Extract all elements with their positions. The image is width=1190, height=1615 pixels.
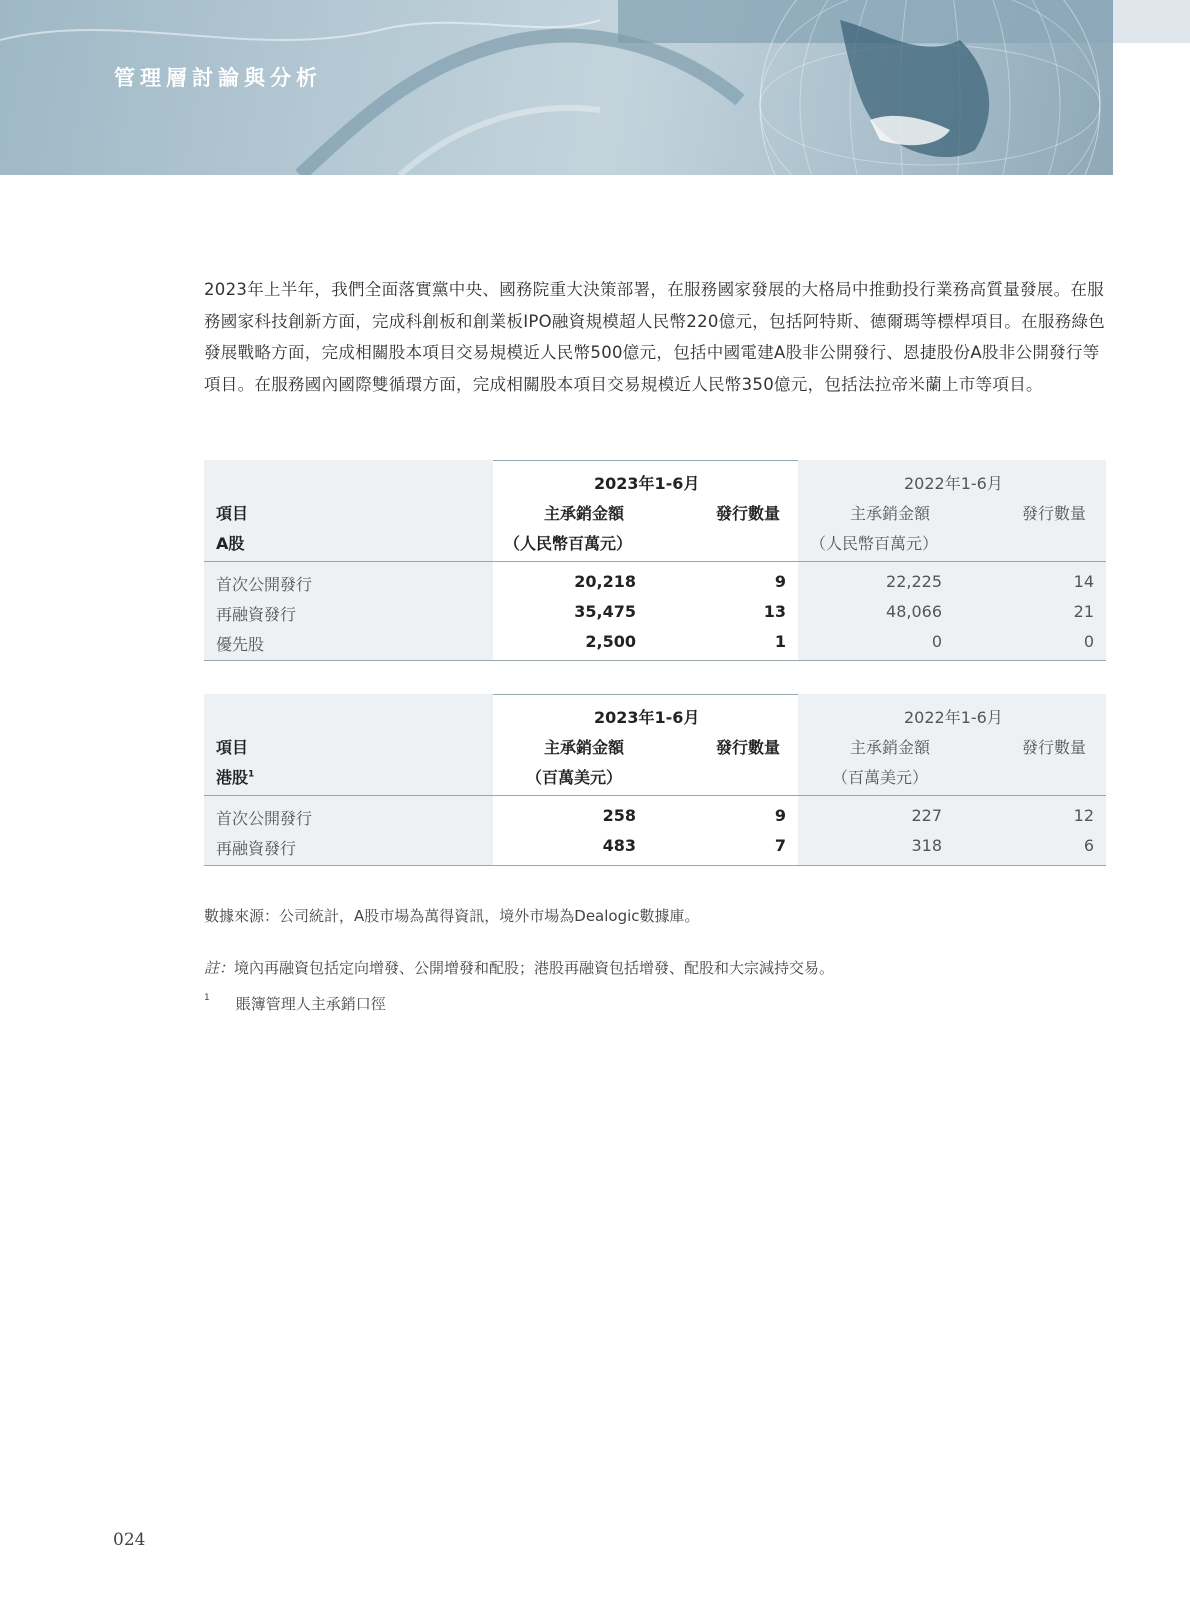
footnote <box>204 993 386 1014</box>
item-label: 項目 <box>216 738 249 757</box>
col-amount-prior: 主承銷金額 <box>850 504 931 523</box>
count-2022: 6 <box>1083 836 1094 855</box>
footnote-text: 賬簿管理人主承銷口徑 <box>235 995 386 1013</box>
col-amount-current: 主承銷金額 <box>544 738 625 757</box>
row-item: 再融資發行 <box>216 839 297 858</box>
note-label: 註： <box>204 959 235 977</box>
col-count-prior: 發行數量 <box>1022 738 1087 757</box>
remark-note <box>204 957 834 978</box>
amount-2022: 0 <box>931 632 942 651</box>
col-count-prior: 發行數量 <box>1022 504 1087 523</box>
amount-2023: 35,475 <box>574 602 636 621</box>
period-prior: 2022年1-6月 <box>904 474 1003 493</box>
table-header <box>204 694 1106 796</box>
a-share-table <box>204 460 1106 661</box>
footnote-ref: 1 <box>248 769 255 780</box>
h-share-table <box>204 694 1106 866</box>
table-header <box>204 460 1106 562</box>
category-label: A股 <box>216 534 245 553</box>
col-count-current: 發行數量 <box>716 504 781 523</box>
page-number: 024 <box>113 1530 146 1550</box>
table-body <box>204 562 1106 661</box>
unit-prior: （百萬美元） <box>832 768 929 787</box>
count-2023: 7 <box>774 836 786 855</box>
unit-prior: （人民幣百萬元） <box>810 534 939 553</box>
amount-2023: 483 <box>602 836 636 855</box>
current-period-column-bg <box>493 562 798 660</box>
col-amount-prior: 主承銷金額 <box>850 738 931 757</box>
header-banner <box>0 0 1113 175</box>
count-2023: 13 <box>763 602 786 621</box>
table-body <box>204 796 1106 866</box>
category-text: 港股 <box>216 768 249 787</box>
category-label <box>216 765 254 788</box>
item-label: 項目 <box>216 504 249 523</box>
unit-current: （人民幣百萬元） <box>504 534 633 553</box>
banner-edge <box>1113 0 1190 43</box>
section-title: 管理層討論與分析 <box>114 65 322 90</box>
note-text: 境內再融資包括定向增發、公開增發和配股；港股再融資包括增發、配股和大宗減持交易。 <box>234 959 835 977</box>
amount-2022: 318 <box>911 836 942 855</box>
row-item: 首次公開發行 <box>216 575 313 594</box>
amount-2023: 258 <box>602 806 636 825</box>
count-2023: 1 <box>774 632 786 651</box>
amount-2023: 20,218 <box>574 572 636 591</box>
count-2022: 14 <box>1073 572 1094 591</box>
count-2023: 9 <box>774 572 786 591</box>
col-amount-current: 主承銷金額 <box>544 504 625 523</box>
row-item: 優先股 <box>216 635 265 654</box>
count-2022: 0 <box>1083 632 1094 651</box>
current-period-column-bg <box>493 796 798 865</box>
period-prior: 2022年1-6月 <box>904 708 1003 727</box>
col-count-current: 發行數量 <box>716 738 781 757</box>
count-2022: 21 <box>1073 602 1094 621</box>
count-2022: 12 <box>1073 806 1094 825</box>
body-paragraph: 2023年上半年，我們全面落實黨中央、國務院重大決策部署，在服務國家發展的大格局中推動投行業務高質量發展。在服務國家科技創新方面，完成科創板和創業板IPO融資規模超人民幣220億元，包括阿特斯、德爾瑪等標桿項目。在服務綠色發展戰略方面，完成相關股本項目交易規模近人民幣500億元，包括中國電建A股非公開發行、恩捷股份A股非公開發行等項目。在服務國內國際雙循環方面，完成相關股本項目交易規模近人民幣350億元，包括法拉帝米蘭上市等項目。 <box>204 280 1106 394</box>
amount-2022: 22,225 <box>886 572 942 591</box>
amount-2022: 48,066 <box>886 602 942 621</box>
count-2023: 9 <box>774 806 786 825</box>
period-current: 2023年1-6月 <box>594 474 700 493</box>
amount-2023: 2,500 <box>585 632 636 651</box>
amount-2022: 227 <box>911 806 942 825</box>
row-item: 首次公開發行 <box>216 809 313 828</box>
unit-current: （百萬美元） <box>526 768 623 787</box>
data-source-note: 數據來源：公司統計，A股市場為萬得資訊，境外市場為Dealogic數據庫。 <box>204 907 700 925</box>
footnote-mark: 1 <box>204 993 210 1003</box>
row-item: 再融資發行 <box>216 605 297 624</box>
period-current: 2023年1-6月 <box>594 708 700 727</box>
